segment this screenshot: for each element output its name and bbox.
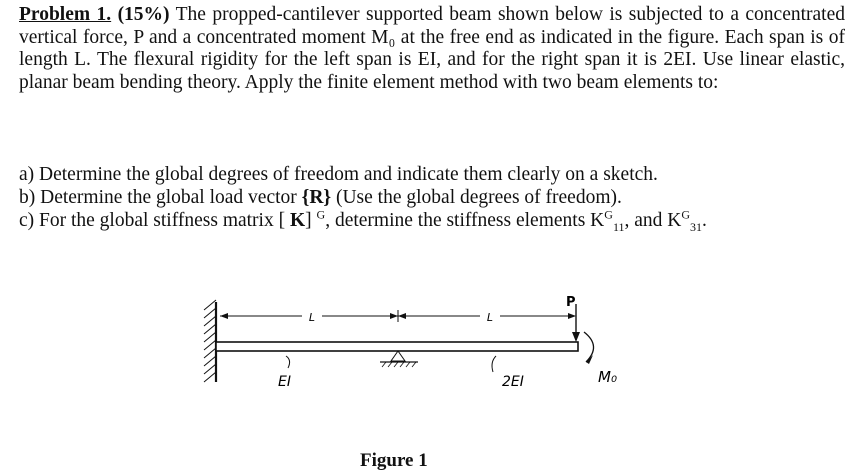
problem-label: Problem 1. (19, 4, 112, 25)
task-c-and: , and (624, 210, 668, 231)
problem-statement (19, 4, 845, 94)
task-c-mid: ] (305, 210, 317, 231)
k31-sup: G (681, 207, 691, 222)
left-rigidity-label: EI (278, 374, 291, 390)
stiffness-matrix-symbol: K (289, 210, 306, 231)
left-leader (286, 356, 290, 368)
beam-figure (200, 282, 680, 412)
fixed-wall-support (204, 300, 216, 382)
span-left-label: L (308, 311, 316, 324)
k11-base: K (590, 210, 605, 231)
k11-sup: G (604, 207, 613, 222)
task-b-prefix: b) Determine the global load vector (19, 187, 302, 208)
task-b-suffix: (Use the global degrees of freedom). (331, 187, 622, 208)
k11-sub: 11 (612, 219, 625, 234)
task-c-prefix: c) For the global stiffness matrix [ (19, 210, 290, 231)
k31-base: K (667, 210, 682, 231)
dimension-lines (220, 310, 576, 322)
task-c-suffix: , determine the stiffness elements (325, 210, 591, 231)
problem-text: The propped-cantilever supported beam shown below is subjected to a concentrated vertical force, P and a concentrated moment M₀ at the free end as indicated in the figure. Each span is of length L. The flexural rigidity for the left span is EI, and for the right span it is 2EI. Use linear elastic, planar beam bending theory. Apply the finite element method with two beam elements to: (19, 4, 845, 93)
moment-label: M₀ (598, 368, 617, 386)
k31-sub: 31 (690, 219, 703, 234)
figure-caption: Figure 1 (360, 450, 428, 471)
middle-support (380, 351, 418, 367)
global-superscript: G (316, 207, 326, 222)
moment-arrowhead (586, 355, 593, 364)
problem-weight: (15%) (117, 4, 170, 25)
right-leader (492, 356, 496, 372)
right-rigidity-label: 2EI (502, 374, 524, 390)
moment-arc (584, 332, 594, 362)
task-c (19, 207, 849, 234)
force-label: P (566, 295, 576, 310)
task-b (19, 187, 849, 209)
load-vector-symbol: {R} (301, 187, 332, 208)
span-right-label: L (486, 311, 494, 324)
task-a: a) Determine the global degrees of freedom and indicate them clearly on a sketch. (19, 164, 658, 185)
task-c-end: . (702, 210, 707, 231)
beam (216, 342, 578, 351)
